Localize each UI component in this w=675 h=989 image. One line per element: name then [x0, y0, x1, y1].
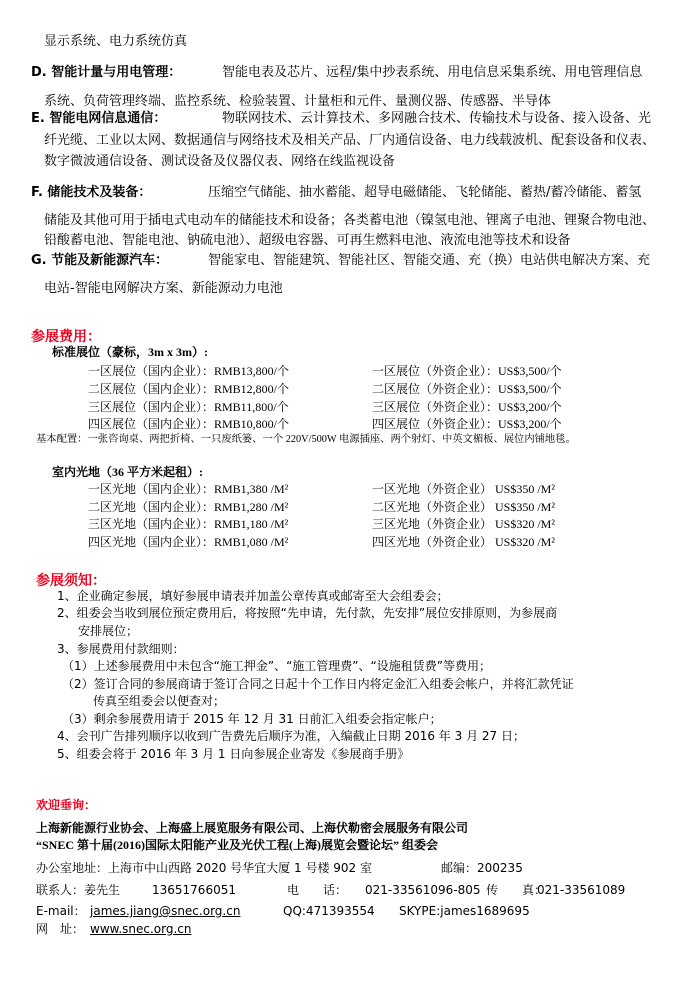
person-label: 联系人： [36, 883, 85, 897]
notice-item-4: 4、会刊广告排列顺序以收到广告费先后顺序为准，入编截止日期 2016 年 3 月 27 日； [57, 729, 525, 743]
basic-config: 基本配置：一张咨询桌、两把折椅、一只废纸篓、一个 220V/500W 电源插座、两个射灯、中英文楣板、展位内铺地毯。 [36, 434, 576, 445]
organizing-committee: “SNEC 第十届(2016)国际太阳能产业及光伏工程(上海)展览会暨论坛” 组委会 [36, 838, 438, 852]
fax-label: 传 真： [486, 883, 547, 897]
category-g-line2: 电站-智能电网解决方案、新能源动力电池 [44, 281, 283, 296]
skype-value: SKYPE:james1689695 [399, 904, 530, 918]
qq-value: QQ:471393554 [283, 904, 375, 918]
space-domestic-2: 二区光地（国内企业）：RMB1,280 /M² [88, 500, 289, 514]
contact-heading: 欢迎垂询： [36, 798, 97, 812]
standard-booth-title: 标准展位（豪标，3m x 3m）: [52, 345, 208, 359]
standard-foreign-1: 一区展位（外资企业）：US$3,500/个 [372, 364, 562, 378]
website-link[interactable]: www.snec.org.cn [90, 922, 192, 936]
notice-item-3: 3、参展费用付款细则： [57, 642, 185, 656]
address-value: 上海市中山西路 2020 号华宜大厦 1 号楼 902 室 [108, 861, 372, 875]
indoor-space-title: 室内光地（36 平方米起租）: [52, 465, 203, 479]
category-f-line3: 铅酸蓄电池、智能电池、钠硫电池）、超级电容器、可再生燃料电池、液流电池等技术和设备 [44, 233, 571, 248]
zip-value: 200235 [477, 861, 523, 875]
address-row [36, 860, 372, 876]
space-foreign-2: 二区光地（外资企业） US$350 /M² [372, 500, 555, 514]
space-domestic-1: 一区光地（国内企业）：RMB1,380 /M² [88, 482, 289, 496]
email-label: E-mail： [36, 904, 86, 918]
standard-domestic-1: 一区展位（国内企业）：RMB13,800/个 [88, 364, 290, 378]
address-label: 办公室地址： [36, 861, 109, 875]
category-g-line1: 智能家电、智能建筑、智能社区、智能交通、充（换）电站供电解决方案、充 [208, 253, 651, 268]
zip-row [441, 860, 523, 876]
standard-domestic-4: 四区展位（国内企业）：RMB10,800/个 [88, 417, 290, 431]
notice-item-3-1: （1）上述参展费用中未包含“施工押金”、“施工管理费”、“设施租赁费”等费用； [62, 659, 491, 673]
notice-item-2a: 2、组委会当收到展位预定费用后，将按照“先申请，先付款，先安排”展位安排原则，为参展商 [57, 606, 558, 620]
space-domestic-4: 四区光地（国内企业）：RMB1,080 /M² [88, 535, 289, 549]
category-d-line2: 系统、负荷管理终端、监控系统、检验装置、计量柜和元件、量测仪器、传感器、半导体 [44, 94, 552, 109]
category-f-line1: 压缩空气储能、抽水蓄能、超导电磁储能、飞轮储能、蓄热/蓄冷储能、蓄氢 [208, 185, 642, 200]
category-e-title: E. 智能电网信息通信： [31, 111, 167, 126]
notice-item-3-2b: 传真至组委会以便查对； [93, 694, 226, 708]
person-value: 姜先生 [84, 883, 121, 897]
category-e-line2: 纤光缆、工业以太网、数据通信与网络技术及相关产品、厂内通信设备、电力线载波机、配套设备和仪表、 [44, 133, 656, 148]
tel-value: 021-33561096-805 [365, 883, 481, 897]
category-d-line1: 智能电表及芯片、远程/集中抄表系统、用电信息采集系统、用电管理信息 [222, 65, 643, 80]
notice-item-5: 5、组委会将于 2016 年 3 月 1 日向参展企业寄发《参展商手册》 [57, 747, 410, 761]
zip-label: 邮编： [441, 861, 478, 875]
category-f-line2: 储能及其他可用于插电式电动车的储能技术和设备；各类蓄电池（镍氢电池、锂离子电池、锂聚合物电池、 [44, 213, 656, 228]
notice-item-2b: 安排展位； [78, 624, 139, 638]
space-foreign-4: 四区光地（外资企业） US$320 /M² [372, 535, 555, 549]
fax-value: 021-33561089 [537, 883, 626, 897]
category-g-title: G. 节能及新能源汽车： [31, 253, 169, 268]
standard-domestic-2: 二区展位（国内企业）：RMB12,800/个 [88, 382, 290, 396]
category-f-title: F. 储能技术及装备： [31, 185, 152, 200]
notice-item-3-2a: （2）签订合同的参展商请于签订合同之日起十个工作日内将定金汇入组委会帐户，并将汇款凭证 [62, 677, 574, 691]
category-e-line3: 数字微波通信设备、测试设备及仪器仪表、网络在线监视设备 [44, 154, 396, 169]
space-foreign-1: 一区光地（外资企业） US$350 /M² [372, 482, 555, 496]
category-c-continuation: 显示系统、电力系统仿真 [44, 34, 188, 49]
standard-foreign-2: 二区展位（外资企业）：US$3,500/个 [372, 382, 562, 396]
organizers: 上海新能源行业协会、上海盛上展览服务有限公司、上海伏勒密会展服务有限公司 [36, 821, 469, 835]
standard-foreign-4: 四区展位（外资企业）：US$3,200/个 [372, 417, 562, 431]
category-e-line1: 物联网技术、云计算技术、多网融合技术、传输技术与设备、接入设备、光 [222, 111, 652, 126]
space-foreign-3: 三区光地（外资企业） US$320 /M² [372, 517, 555, 531]
standard-domestic-3: 三区展位（国内企业）：RMB11,800/个 [88, 400, 289, 414]
fees-heading: 参展费用： [31, 329, 101, 345]
space-domestic-3: 三区光地（国内企业）：RMB1,180 /M² [88, 517, 289, 531]
category-d-title: D. 智能计量与用电管理： [31, 65, 182, 80]
notice-item-3-3: （3）剩余参展费用请于 2015 年 12 月 31 日前汇入组委会指定帐户； [62, 712, 442, 726]
website-label: 网 址： [36, 922, 85, 936]
person-row [36, 882, 120, 898]
mobile-value: 13651766051 [152, 883, 236, 897]
notice-item-1: 1、企业确定参展，填好参展申请表并加盖公章传真或邮寄至大会组委会； [57, 589, 449, 603]
notice-heading: 参展须知： [36, 573, 106, 589]
tel-label: 电 话： [287, 883, 348, 897]
standard-foreign-3: 三区展位（外资企业）：US$3,200/个 [372, 400, 562, 414]
email-link[interactable]: james.jiang@snec.org.cn [90, 904, 241, 918]
